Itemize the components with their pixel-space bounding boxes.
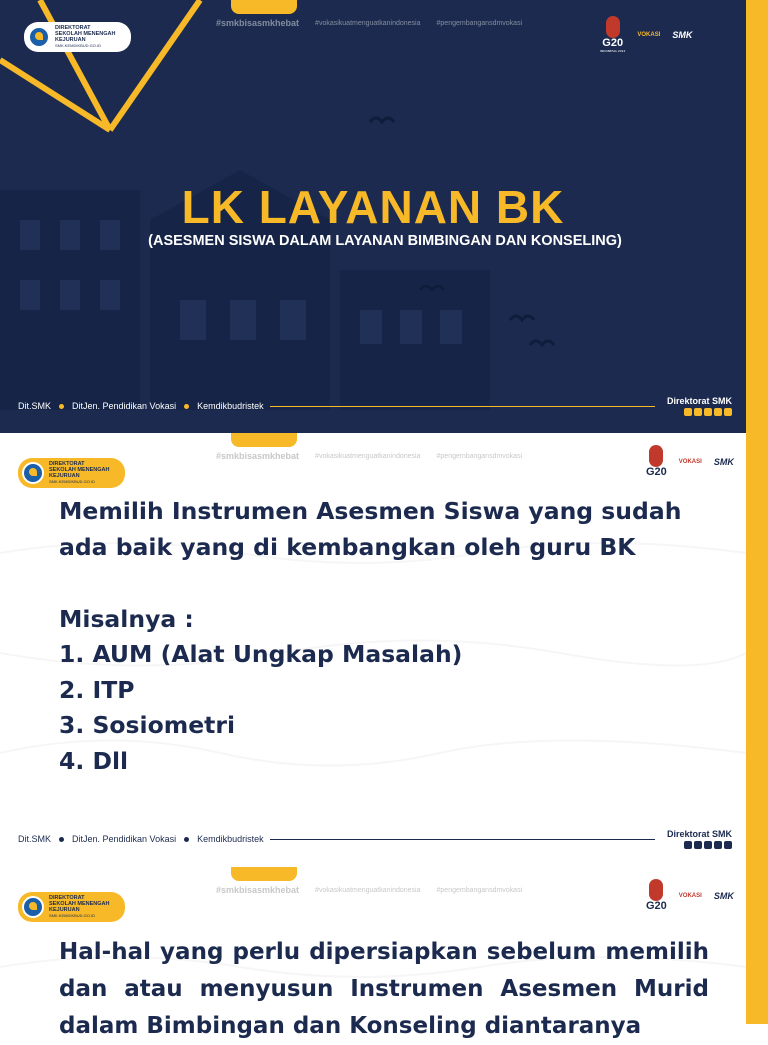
footer-item-ditsmk: Dit.SMK (18, 401, 52, 411)
footer-brand-label: Direktorat SMK (666, 829, 732, 839)
footer-bullet (59, 404, 64, 409)
logo-line-1: DIREKTORAT (55, 25, 91, 31)
content-slide-3 (0, 867, 746, 1039)
footer-item-kemdikbud: Kemdikbudristek (197, 834, 264, 844)
g20-emblem-icon (649, 445, 663, 467)
footer-bullet (59, 837, 64, 842)
smk-hebat-logo: SMK (672, 29, 693, 40)
vokasi-logo (637, 32, 660, 38)
footer-brand (667, 396, 732, 416)
tut-wuri-handayani-icon (22, 462, 44, 484)
smk-hebat-logo: SMK (713, 890, 734, 901)
slide-footer (18, 396, 732, 416)
facebook-icon (714, 408, 722, 416)
footer-divider (270, 839, 655, 840)
facebook-icon (714, 841, 722, 849)
slide-title: LK LAYANAN BK (181, 181, 565, 233)
logo-line-2: SEKOLAH MENENGAH KEJURUAN (55, 31, 116, 43)
footer-bullet (184, 837, 189, 842)
g20-sub-label: INDONESIA 2022 (600, 49, 626, 53)
partner-logos (646, 445, 734, 478)
slide-body (59, 934, 709, 1045)
logo-url: SMK.KEMDIKBUD.GO.ID (49, 479, 96, 484)
hashtag-2: #vokasikuatmenguatkanindonesia (315, 19, 421, 27)
list-item: 3. Sosiometri (59, 711, 236, 739)
vokasi-label: VOKASI (637, 31, 661, 38)
hashtag-2: #vokasikuatmenguatkanindonesia (315, 886, 421, 894)
vokasi-logo (679, 459, 702, 465)
footer-brand (667, 829, 732, 849)
g20-label: G20 (602, 37, 624, 49)
hashtag-row (216, 451, 522, 461)
twitter-icon (684, 841, 692, 849)
youtube-icon (724, 408, 732, 416)
top-tab-decoration (231, 0, 297, 14)
vokasi-label: VOKASI (678, 892, 702, 899)
tut-wuri-handayani-icon (28, 26, 50, 48)
slide-subtitle: (ASESMEN SISWA DALAM LAYANAN BIMBINGAN DAN KONSELING) (148, 233, 622, 249)
footer-divider (270, 406, 655, 407)
g20-logo (600, 16, 625, 53)
slide-body (59, 493, 709, 779)
hashtag-3: #pengembangansdmvokasi (436, 452, 523, 460)
hashtag-3: #pengembangansdmvokasi (436, 19, 523, 27)
hashtag-1: #smkbisasmkhebat (216, 18, 300, 28)
body-paragraph: Hal-hal yang perlu dipersiapkan sebelum memilih dan atau menyusun Instrumen Asesmen Murid dalam Bimbingan dan Konseling diantaranya (59, 939, 709, 1039)
logo-line-1: DIREKTORAT (49, 461, 85, 467)
twitter-icon (684, 408, 692, 416)
vokasi-label: VOKASI (678, 458, 702, 465)
slide-footer (18, 829, 732, 849)
hashtag-2: #vokasikuatmenguatkanindonesia (315, 452, 421, 460)
hashtag-row (216, 18, 522, 28)
vokasi-logo (679, 893, 702, 899)
g20-emblem-icon (649, 879, 663, 901)
instagram-icon (704, 408, 712, 416)
instrument-list (59, 637, 709, 779)
direktorat-smk-logo (24, 22, 131, 52)
body-paragraph: Memilih Instrumen Asesmen Siswa yang sudah ada baik yang di kembangkan oleh guru BK (59, 497, 682, 561)
list-item: 2. ITP (59, 675, 135, 704)
youtube-icon (724, 841, 732, 849)
direktorat-smk-logo (18, 892, 125, 922)
cover-slide (0, 0, 746, 433)
top-tab-decoration (231, 867, 297, 881)
logo-line-1: DIREKTORAT (49, 895, 85, 901)
social-icons (684, 408, 732, 416)
right-edge-strip (746, 433, 768, 867)
right-edge-strip (746, 867, 768, 1024)
partner-logos (646, 879, 734, 912)
partner-logos (600, 16, 692, 53)
tiktok-icon (694, 408, 702, 416)
hashtag-1: #smkbisasmkhebat (216, 451, 300, 461)
list-lead: Misalnya : (59, 605, 194, 633)
list-item: 4. Dll (59, 746, 129, 775)
tiktok-icon (694, 841, 702, 849)
logo-line-2: SEKOLAH MENENGAH KEJURUAN (49, 467, 110, 479)
footer-item-ditjen: DitJen. Pendidikan Vokasi (72, 834, 177, 844)
smk-hebat-logo: SMK (713, 456, 734, 467)
g20-label: G20 (646, 466, 667, 478)
list-item: 1. AUM (Alat Ungkap Masalah) (59, 640, 463, 668)
top-tab-decoration (231, 433, 297, 447)
instagram-icon (704, 841, 712, 849)
right-edge-strip (746, 0, 768, 433)
content-slide-2 (0, 433, 746, 867)
g20-logo (646, 445, 667, 478)
footer-item-kemdikbud: Kemdikbudristek (197, 401, 264, 411)
g20-logo (646, 879, 667, 912)
logo-line-2: SEKOLAH MENENGAH KEJURUAN (49, 901, 110, 913)
g20-emblem-icon (606, 16, 620, 38)
footer-item-ditjen: DitJen. Pendidikan Vokasi (72, 401, 177, 411)
hashtag-row (216, 885, 522, 895)
social-icons (684, 841, 732, 849)
footer-bullet (184, 404, 189, 409)
tut-wuri-handayani-icon (22, 896, 44, 918)
logo-url: SMK.KEMDIKBUD.GO.ID (49, 913, 96, 918)
footer-item-ditsmk: Dit.SMK (18, 834, 52, 844)
logo-url: SMK.KEMDIKBUD.GO.ID (55, 43, 102, 48)
hashtag-3: #pengembangansdmvokasi (436, 886, 523, 894)
footer-brand-label: Direktorat SMK (666, 396, 732, 406)
direktorat-smk-logo (18, 458, 125, 488)
hashtag-1: #smkbisasmkhebat (216, 885, 300, 895)
decorative-yellow-lines (0, 0, 240, 140)
g20-label: G20 (646, 900, 667, 912)
